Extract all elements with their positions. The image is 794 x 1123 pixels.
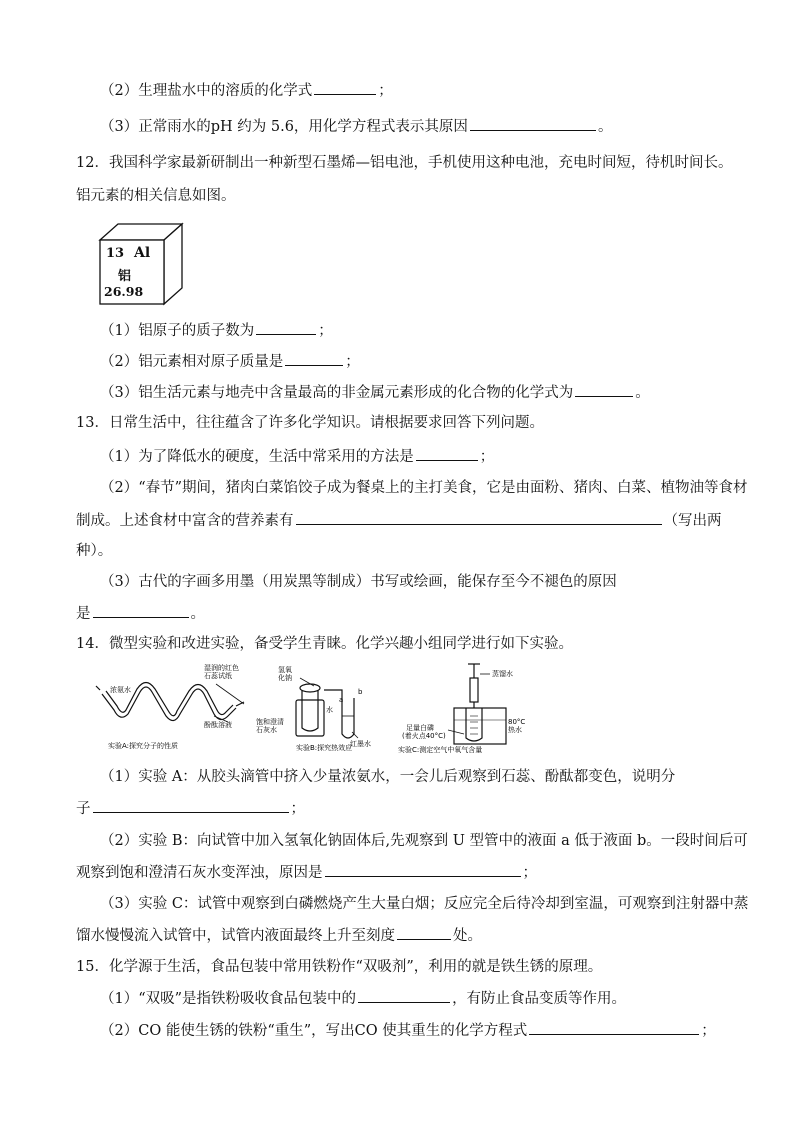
q13-part1-end: ； (479, 449, 495, 465)
q13-part2-line2 (76, 510, 722, 531)
q15-part2-text: （2）CO 能使生锈的铁粉“重生”，写出CO 使其重生的化学方程式 (100, 1023, 528, 1039)
q14-experiment-figure (96, 664, 526, 756)
q14-part3-end: 处。 (453, 928, 482, 944)
label-a-litmus2: 石蕊试纸 (204, 672, 232, 680)
label-a-ammonia: 浓氨水 (110, 686, 131, 694)
label-b-redink: 红墨水 (350, 740, 371, 748)
label-c-white-phosphorus: 足量白磷 (406, 724, 434, 732)
experiment-apparatus-icon (96, 664, 526, 756)
q13-part2-text3: 种）。 (76, 543, 113, 559)
q14-part2-line2 (76, 862, 537, 883)
label-b-water: 水 (326, 706, 333, 714)
q12-part3-text: （3）铝生活元素与地壳中含量最高的非金属元素形成的化合物的化学式为 (100, 385, 574, 401)
label-c-ignition-point: (着火点40°C) (402, 732, 446, 740)
q13-part1 (100, 446, 494, 467)
q13-part3-blank[interactable] (93, 603, 189, 618)
q15-part1-blank[interactable] (358, 988, 450, 1003)
aluminum-element-card (98, 222, 184, 306)
q13-part3-end: 。 (190, 606, 205, 622)
q14-part1-line2 (76, 798, 305, 819)
q15-part1-end: ，有防止食品变质等作用。 (452, 991, 627, 1007)
q12-part3-blank[interactable] (575, 382, 633, 397)
q15-part2-blank[interactable] (529, 1020, 699, 1035)
q12-part1-text: （1）铝原子的质子数为 (100, 323, 255, 339)
q14-part3-text2: 馏水慢慢流入试管中，试管内液面最终上升至刻度 (76, 928, 395, 944)
q11-part2-text: （2）生理盐水中的溶质的化学式 (100, 83, 313, 99)
q14-stem (76, 634, 573, 654)
label-c-hot-water: 热水 (508, 726, 522, 734)
q13-stem-text: 13．日常生活中，往往蕴含了许多化学知识。请根据要求回答下列问题。 (76, 415, 544, 431)
q15-part1 (100, 988, 626, 1009)
q11-part3-blank[interactable] (470, 116, 596, 131)
q14-stem-text: 14．微型实验和改进实验，备受学生青睐。化学兴趣小组同学进行如下实验。 (76, 636, 573, 652)
q15-part2 (100, 1020, 716, 1041)
q13-part2-text1: （2）“春节”期间，猪肉白菜馅饺子成为餐桌上的主打美食，它是由面粉、猪肉、白菜、植物油等食材 (100, 480, 748, 496)
q14-part1-text1: （1）实验 A：从胶头滴管中挤入少量浓氨水，一会儿后观察到石蕊、酚酞都变色，说明分 (100, 769, 676, 785)
element-symbol: Al (134, 245, 151, 261)
q12-part3 (100, 382, 650, 403)
caption-experiment-b: 实验B:探究热效应 (296, 744, 353, 752)
element-name: 铝 (118, 269, 132, 284)
q13-part3-line2 (76, 603, 205, 624)
label-c-distilled-water: 蒸馏水 (492, 670, 513, 678)
label-b-limewater2: 石灰水 (256, 726, 277, 734)
label-a-litmus1: 湿润的红色 (204, 664, 239, 672)
q13-part2-text2: 制成。上述食材中富含的营养素有 (76, 513, 294, 529)
label-b-a: a (339, 696, 344, 704)
q14-part1-blank[interactable] (93, 798, 289, 813)
q14-part3-line1 (100, 894, 748, 914)
q11-part3-text: （3）正常雨水的pH 约为 5.6，用化学方程式表示其原因 (100, 119, 468, 135)
label-c-temp: 80°C (508, 718, 526, 726)
caption-experiment-a: 实验A:探究分子的性质 (108, 742, 179, 750)
q12-part1-blank[interactable] (256, 320, 316, 335)
q12-stem-line2 (76, 186, 236, 206)
q13-part3-line1 (100, 572, 617, 592)
caption-experiment-c: 实验C:测定空气中氧气含量 (398, 746, 483, 754)
label-b-naoh1: 氢氧 (278, 666, 292, 674)
q12-part2-blank[interactable] (285, 351, 343, 366)
q12-stem-text1: 12．我国科学家最新研制出一种新型石墨烯—铝电池，手机使用这种电池，充电时间短，待机时间长。 (76, 155, 733, 171)
q14-part1-line1 (100, 767, 675, 787)
q13-part2-blank[interactable] (296, 510, 662, 525)
q11-part3 (100, 116, 612, 137)
q14-part3-text1: （3）实验 C：试管中观察到白磷燃烧产生大量白烟；反应完全后待冷却到室温，可观察到注射器中蒸 (100, 896, 749, 912)
q12-part2 (100, 351, 360, 372)
label-b-naoh2: 化钠 (278, 674, 292, 682)
q14-part2-text2: 观察到饱和澄清石灰水变浑浊，原因是 (76, 865, 323, 881)
q15-stem-text: 15．化学源于生活，食品包装中常用铁粉作“双吸剂”，利用的就是铁生锈的原理。 (76, 959, 603, 975)
q11-part2 (100, 80, 393, 101)
element-atomic-mass: 26.98 (104, 284, 144, 299)
q13-part1-text: （1）为了降低水的硬度，生活中常采用的方法是 (100, 449, 414, 465)
q15-part2-end: ； (701, 1023, 716, 1039)
q13-part3-text1: （3）古代的字画多用墨（用炭黑等制成）书写或绘画，能保存至今不褪色的原因 (100, 574, 617, 590)
q13-part2-line3 (76, 541, 112, 561)
q12-part1 (100, 320, 333, 341)
q12-part3-end: 。 (635, 385, 650, 401)
label-b-limewater1: 饱和澄清 (256, 718, 284, 726)
q12-stem-text2: 铝元素的相关信息如图。 (76, 188, 236, 204)
element-atomic-number: 13 (106, 246, 125, 261)
q13-part1-blank[interactable] (416, 446, 478, 461)
q11-part2-end: ； (378, 83, 393, 99)
q14-part2-line1 (100, 831, 748, 851)
q14-part1-end: ； (290, 801, 305, 817)
q14-part2-text1: （2）实验 B：向试管中加入氢氧化钠固体后,先观察到 U 型管中的液面 a 低于液面 b。一段时间后可 (100, 833, 748, 849)
q12-part1-end: ； (318, 323, 333, 339)
q12-part2-text: （2）铝元素相对原子质量是 (100, 354, 284, 370)
q14-part1-text2: 子 (76, 801, 91, 817)
q14-part3-blank[interactable] (397, 925, 451, 940)
q15-part1-text: （1）“双吸”是指铁粉吸收食品包装中的 (100, 991, 357, 1007)
q15-stem (76, 957, 602, 977)
q13-part2-end: （写出两 (663, 513, 722, 529)
q14-part2-blank[interactable] (325, 862, 521, 877)
q14-part3-line2 (76, 925, 482, 946)
q13-part2-line1 (100, 478, 748, 498)
q11-part3-end: 。 (597, 119, 613, 135)
label-b-b: b (358, 688, 363, 696)
q12-part2-end: ； (345, 354, 360, 370)
label-a-phenolphthalein: 酚酞溶液 (204, 721, 232, 729)
q13-stem (76, 413, 544, 433)
q12-stem-line1 (76, 153, 732, 173)
q11-part2-blank[interactable] (314, 80, 376, 95)
q14-part2-end: ； (522, 865, 537, 881)
q13-part3-text2: 是 (76, 606, 91, 622)
